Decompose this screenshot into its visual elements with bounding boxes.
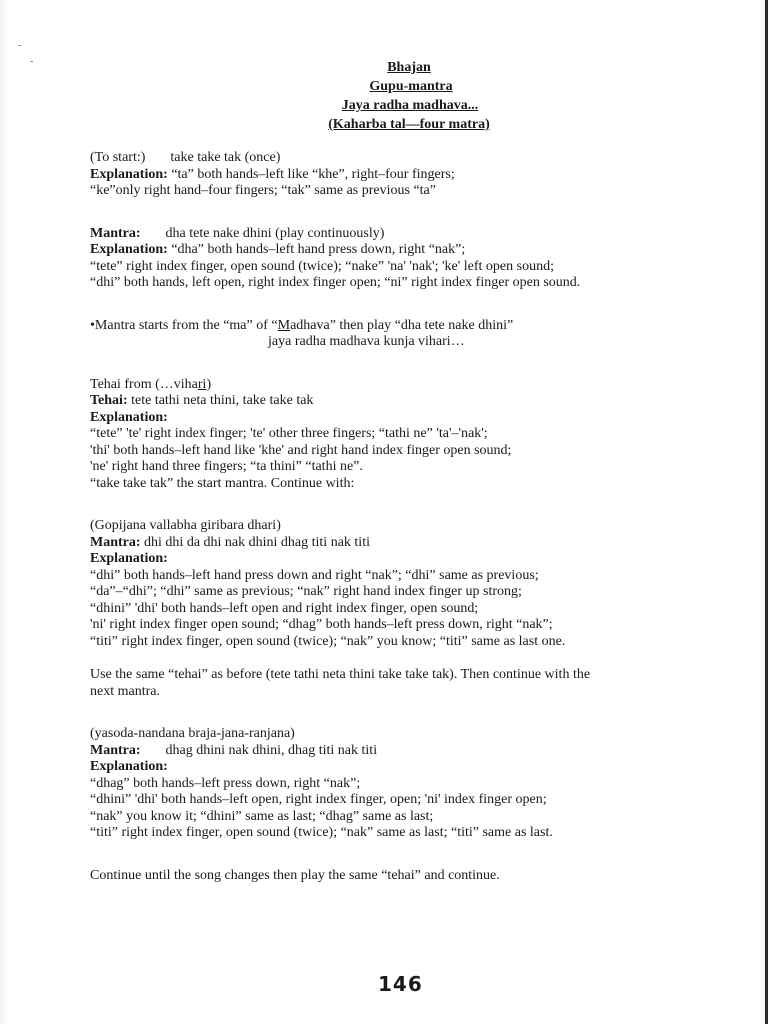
tehai-text: tete tathi neta thini, take take tak: [127, 393, 314, 408]
explanation-text: “dha” both hands–left hand press down, right “nak”;: [167, 242, 466, 257]
explanation-line: [90, 242, 700, 259]
text-line: “nak” you know it; “dhini” same as last; “dhag” same as last;: [90, 808, 434, 824]
mantra-label: Mantra:: [90, 742, 141, 758]
mantra-line: [90, 535, 700, 552]
scan-speck: -: [18, 40, 22, 51]
verse-line: (Gopijana vallabha giribara dhari): [90, 518, 281, 533]
header-subtitle: Gupu-mantra: [369, 79, 453, 94]
text-line: “titi” right index finger, open sound (twice); “nak” you know; “titi” same as last one.: [90, 633, 566, 649]
text-line: “dhini” 'dhi' both hands–left open and right index finger, open sound;: [90, 600, 479, 616]
document-body: [90, 150, 700, 884]
tehai-from-line: [90, 377, 700, 394]
explanation-label: Explanation:: [90, 551, 168, 566]
note-underlined: M: [277, 317, 291, 333]
explanation-line: [90, 167, 700, 184]
page-header: [0, 58, 768, 134]
start-text: take take tak (once): [170, 150, 281, 165]
tehai-label: Tehai:: [90, 393, 128, 408]
text-line: “dhini” 'dhi' both hands–left open, right index finger, open; 'ni' index finger open;: [90, 792, 547, 807]
tehai-from-underlined: ri: [197, 376, 207, 392]
mantra-label: Mantra:: [90, 534, 141, 550]
explanation-label: Explanation:: [90, 409, 168, 425]
verse-line: jaya radha madhava kunja vihari…: [268, 334, 465, 349]
explanation-text: “ta” both hands–left like “khe”, right–four fingers;: [167, 166, 455, 182]
note-line: [90, 318, 700, 335]
text-line: “dhag” both hands–left press down, right “nak”;: [90, 775, 361, 791]
explanation-label: Explanation:: [90, 242, 168, 257]
header-title: Bhajan: [387, 60, 431, 75]
mantra-line: [90, 226, 700, 243]
mantra-label: Mantra:: [90, 225, 141, 241]
text-line: “dhi” both hands, left open, right index finger open; “ni” right index finger open sound.: [90, 275, 581, 290]
text-line: 'thi' both hands–left hand like 'khe' and right hand index finger open sound;: [90, 442, 512, 458]
text-line: “tete” right index finger, open sound (twice); “nake” 'na' 'nak'; 'ke' left open sound;: [90, 258, 554, 274]
mantra-text: dhag dhini nak dhini, dhag titi nak titi: [165, 742, 378, 758]
page-number: 146: [378, 972, 423, 996]
text-line: “dhi” both hands–left hand press down and right “nak”; “dhi” same as previous;: [90, 567, 539, 583]
verse-line: (yasoda-nandana braja-jana-ranjana): [90, 726, 295, 741]
header-tal: (Kaharba tal—four matra): [328, 117, 490, 132]
mantra-text: dha tete nake dhini (play continuously): [165, 225, 385, 241]
mantra-text: dhi dhi da dhi nak dhini dhag titi nak titi: [140, 534, 370, 550]
tehai-line: [90, 393, 700, 410]
tehai-from-text: Tehai from (…viha: [90, 376, 198, 392]
tehai-from-text: ): [206, 376, 212, 392]
header-song: Jaya radha madhava...: [341, 98, 479, 113]
text-line: “tete” 'te' right index finger; 'te' other three fingers; “tathi ne” 'ta'–'nak';: [90, 426, 488, 441]
mantra-line: [90, 743, 700, 760]
text-line: “titi” right index finger, open sound (twice); “nak” same as last; “titi” same as last.: [90, 825, 553, 840]
text-line: “take take tak” the start mantra. Continue with:: [90, 475, 355, 491]
text-line: Continue until the song changes then play the same “tehai” and continue.: [90, 867, 500, 883]
text-line: Use the same “tehai” as before (tete tathi neta thini take take tak). Then continue with the: [90, 667, 591, 682]
text-line: “ke”only right hand–four fingers; “tak” same as previous “ta”: [90, 183, 436, 198]
note-text: •Mantra starts from the “ma” of “: [90, 317, 278, 333]
text-line: 'ne' right hand three fingers; “ta thini” “tathi ne”.: [90, 459, 363, 474]
start-line: [90, 150, 700, 167]
start-label: (To start:): [90, 150, 146, 165]
text-line: “da”–“dhi”; “dhi” same as previous; “nak” right hand index finger up strong;: [90, 584, 522, 599]
text-line: 'ni' right index finger open sound; “dhag” both hands–left press down, right “nak”;: [90, 617, 553, 632]
scan-speck: -: [30, 56, 34, 67]
explanation-label: Explanation:: [90, 759, 168, 774]
text-line: next mantra.: [90, 683, 160, 699]
explanation-label: Explanation:: [90, 166, 168, 182]
note-text: adhava” then play “dha tete nake dhini”: [290, 317, 514, 333]
